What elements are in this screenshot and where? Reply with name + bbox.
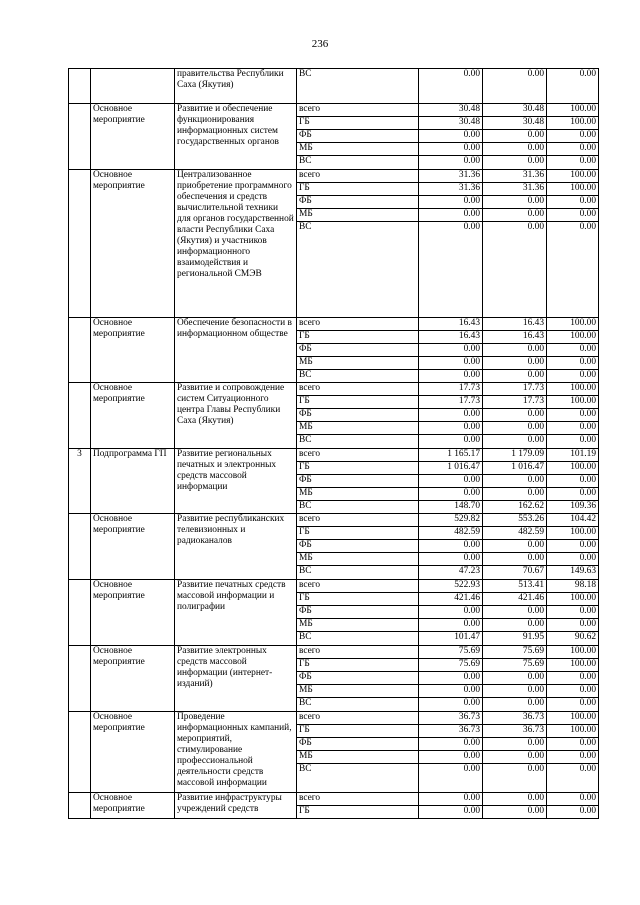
- source-cell: МБ: [297, 685, 419, 698]
- percent-cell: 0.00: [547, 357, 599, 370]
- fact-cell: 0.00: [483, 370, 547, 383]
- percent-cell: 100.00: [547, 396, 599, 409]
- item-type-cell: Основное мероприятие: [91, 383, 175, 449]
- item-type-cell: [91, 69, 175, 104]
- plan-cell: 30.48: [419, 117, 483, 130]
- source-cell: ВС: [297, 435, 419, 449]
- percent-cell: 0.00: [547, 370, 599, 383]
- item-name-cell: Развитие и обеспечение функционирования информационных систем государственных органов: [175, 104, 297, 170]
- plan-cell: 482.59: [419, 527, 483, 540]
- percent-cell: 0.00: [547, 475, 599, 488]
- source-cell: МБ: [297, 619, 419, 632]
- item-name-cell: Обеспечение безопасности в информационном обществе: [175, 318, 297, 383]
- table-row: [69, 793, 599, 806]
- source-cell: ВС: [297, 632, 419, 646]
- fact-cell: 0.00: [483, 553, 547, 566]
- source-cell: всего: [297, 793, 419, 806]
- table-row: [69, 69, 599, 104]
- source-cell: всего: [297, 318, 419, 331]
- source-cell: всего: [297, 104, 419, 117]
- fact-cell: 482.59: [483, 527, 547, 540]
- source-cell: ГБ: [297, 396, 419, 409]
- percent-cell: 0.00: [547, 222, 599, 318]
- percent-cell: 149.63: [547, 566, 599, 580]
- fact-cell: 0.00: [483, 806, 547, 819]
- plan-cell: 75.69: [419, 646, 483, 659]
- percent-cell: 100.00: [547, 527, 599, 540]
- percent-cell: 90.62: [547, 632, 599, 646]
- fact-cell: 75.69: [483, 646, 547, 659]
- source-cell: всего: [297, 383, 419, 396]
- item-name-cell: Развитие региональных печатных и электронных средств массовой информации: [175, 449, 297, 514]
- item-type-cell: Основное мероприятие: [91, 646, 175, 712]
- fact-cell: 162.62: [483, 501, 547, 514]
- percent-cell: 0.00: [547, 156, 599, 170]
- item-type-cell: Основное мероприятие: [91, 712, 175, 793]
- source-cell: МБ: [297, 751, 419, 764]
- plan-cell: 0.00: [419, 357, 483, 370]
- source-cell: ФБ: [297, 130, 419, 143]
- fact-cell: 16.43: [483, 318, 547, 331]
- source-cell: МБ: [297, 488, 419, 501]
- percent-cell: 0.00: [547, 698, 599, 712]
- table-row: [69, 383, 599, 396]
- source-cell: ФБ: [297, 409, 419, 422]
- plan-cell: 0.00: [419, 69, 483, 104]
- source-cell: ФБ: [297, 540, 419, 553]
- source-cell: ФБ: [297, 606, 419, 619]
- fact-cell: 1 016.47: [483, 462, 547, 475]
- percent-cell: 0.00: [547, 619, 599, 632]
- source-cell: МБ: [297, 357, 419, 370]
- budget-table: [68, 68, 599, 819]
- source-cell: всего: [297, 449, 419, 462]
- source-cell: всего: [297, 514, 419, 527]
- plan-cell: 0.00: [419, 606, 483, 619]
- fact-cell: 0.00: [483, 143, 547, 156]
- item-type-cell: Основное мероприятие: [91, 514, 175, 580]
- plan-cell: 47.23: [419, 566, 483, 580]
- fact-cell: 0.00: [483, 475, 547, 488]
- source-cell: МБ: [297, 422, 419, 435]
- percent-cell: 0.00: [547, 553, 599, 566]
- fact-cell: 0.00: [483, 606, 547, 619]
- item-name-cell: Развитие печатных средств массовой информации и полиграфии: [175, 580, 297, 646]
- source-cell: ГБ: [297, 659, 419, 672]
- plan-cell: 75.69: [419, 659, 483, 672]
- percent-cell: 0.00: [547, 540, 599, 553]
- fact-cell: 0.00: [483, 793, 547, 806]
- fact-cell: 0.00: [483, 672, 547, 685]
- plan-cell: 17.73: [419, 396, 483, 409]
- percent-cell: 0.00: [547, 344, 599, 357]
- source-cell: МБ: [297, 209, 419, 222]
- plan-cell: 0.00: [419, 209, 483, 222]
- plan-cell: 101.47: [419, 632, 483, 646]
- percent-cell: 100.00: [547, 646, 599, 659]
- percent-cell: 100.00: [547, 659, 599, 672]
- percent-cell: 98.18: [547, 580, 599, 593]
- page-number: 236: [311, 38, 329, 50]
- source-cell: всего: [297, 646, 419, 659]
- percent-cell: 0.00: [547, 672, 599, 685]
- row-number-cell: [69, 793, 91, 819]
- percent-cell: 0.00: [547, 806, 599, 819]
- item-name-cell: правительства Республики Саха (Якутия): [175, 69, 297, 104]
- item-type-cell: Подпрограмма ГП: [91, 449, 175, 514]
- source-cell: ГБ: [297, 527, 419, 540]
- item-type-cell: Основное мероприятие: [91, 170, 175, 318]
- plan-cell: 0.00: [419, 540, 483, 553]
- plan-cell: 0.00: [419, 553, 483, 566]
- plan-cell: 30.48: [419, 104, 483, 117]
- row-number-cell: [69, 514, 91, 580]
- percent-cell: 0.00: [547, 793, 599, 806]
- percent-cell: 100.00: [547, 712, 599, 725]
- item-type-cell: Основное мероприятие: [91, 580, 175, 646]
- source-cell: ВС: [297, 501, 419, 514]
- row-number-cell: [69, 318, 91, 383]
- percent-cell: 0.00: [547, 143, 599, 156]
- table-row: [69, 104, 599, 117]
- table-row: [69, 449, 599, 462]
- percent-cell: 0.00: [547, 130, 599, 143]
- item-type-cell: Основное мероприятие: [91, 104, 175, 170]
- table-row: [69, 318, 599, 331]
- fact-cell: 0.00: [483, 540, 547, 553]
- source-cell: ГБ: [297, 806, 419, 819]
- plan-cell: 31.36: [419, 170, 483, 183]
- fact-cell: 17.73: [483, 396, 547, 409]
- fact-cell: 1 179.09: [483, 449, 547, 462]
- source-cell: ВС: [297, 370, 419, 383]
- plan-cell: 0.00: [419, 738, 483, 751]
- table-row: [69, 580, 599, 593]
- source-cell: ГБ: [297, 331, 419, 344]
- plan-cell: 0.00: [419, 764, 483, 793]
- plan-cell: 0.00: [419, 488, 483, 501]
- source-cell: МБ: [297, 553, 419, 566]
- fact-cell: 0.00: [483, 344, 547, 357]
- percent-cell: 100.00: [547, 117, 599, 130]
- item-name-cell: Проведение информационных кампаний, мероприятий, стимулирование профессиональной деятельности средств массовой информации: [175, 712, 297, 793]
- percent-cell: 0.00: [547, 435, 599, 449]
- fact-cell: 0.00: [483, 357, 547, 370]
- fact-cell: 0.00: [483, 222, 547, 318]
- fact-cell: 0.00: [483, 738, 547, 751]
- source-cell: ВС: [297, 156, 419, 170]
- source-cell: ВС: [297, 698, 419, 712]
- plan-cell: 16.43: [419, 318, 483, 331]
- percent-cell: 100.00: [547, 593, 599, 606]
- fact-cell: 553.26: [483, 514, 547, 527]
- fact-cell: 0.00: [483, 488, 547, 501]
- plan-cell: 36.73: [419, 712, 483, 725]
- plan-cell: 0.00: [419, 196, 483, 209]
- fact-cell: 0.00: [483, 209, 547, 222]
- source-cell: ФБ: [297, 344, 419, 357]
- fact-cell: 30.48: [483, 117, 547, 130]
- percent-cell: 101.19: [547, 449, 599, 462]
- source-cell: ФБ: [297, 475, 419, 488]
- plan-cell: 0.00: [419, 370, 483, 383]
- source-cell: всего: [297, 712, 419, 725]
- source-cell: ФБ: [297, 738, 419, 751]
- item-name-cell: Развитие инфраструктуры учреждений средств: [175, 793, 297, 819]
- fact-cell: 17.73: [483, 383, 547, 396]
- table-row: [69, 514, 599, 527]
- fact-cell: 0.00: [483, 751, 547, 764]
- percent-cell: 100.00: [547, 725, 599, 738]
- source-cell: ВС: [297, 222, 419, 318]
- fact-cell: 70.67: [483, 566, 547, 580]
- percent-cell: 0.00: [547, 738, 599, 751]
- plan-cell: 0.00: [419, 475, 483, 488]
- plan-cell: 0.00: [419, 698, 483, 712]
- source-cell: ВС: [297, 566, 419, 580]
- percent-cell: 0.00: [547, 69, 599, 104]
- percent-cell: 0.00: [547, 488, 599, 501]
- plan-cell: 529.82: [419, 514, 483, 527]
- source-cell: ГБ: [297, 183, 419, 196]
- percent-cell: 0.00: [547, 764, 599, 793]
- percent-cell: 100.00: [547, 170, 599, 183]
- plan-cell: 0.00: [419, 409, 483, 422]
- row-number-cell: [69, 712, 91, 793]
- source-cell: ВС: [297, 764, 419, 793]
- fact-cell: 0.00: [483, 196, 547, 209]
- plan-cell: 0.00: [419, 130, 483, 143]
- plan-cell: 0.00: [419, 422, 483, 435]
- plan-cell: 0.00: [419, 435, 483, 449]
- plan-cell: 148.70: [419, 501, 483, 514]
- percent-cell: 100.00: [547, 462, 599, 475]
- item-type-cell: Основное мероприятие: [91, 793, 175, 819]
- item-type-cell: Основное мероприятие: [91, 318, 175, 383]
- fact-cell: 0.00: [483, 698, 547, 712]
- table-row: [69, 170, 599, 183]
- fact-cell: 75.69: [483, 659, 547, 672]
- fact-cell: 0.00: [483, 69, 547, 104]
- fact-cell: 0.00: [483, 764, 547, 793]
- percent-cell: 104.42: [547, 514, 599, 527]
- plan-cell: 0.00: [419, 344, 483, 357]
- fact-cell: 421.46: [483, 593, 547, 606]
- plan-cell: 0.00: [419, 751, 483, 764]
- plan-cell: 0.00: [419, 222, 483, 318]
- row-number-cell: 3: [69, 449, 91, 514]
- percent-cell: 0.00: [547, 751, 599, 764]
- fact-cell: 0.00: [483, 130, 547, 143]
- fact-cell: 91.95: [483, 632, 547, 646]
- percent-cell: 109.36: [547, 501, 599, 514]
- percent-cell: 100.00: [547, 104, 599, 117]
- item-name-cell: Развитие республиканских телевизионных и радиоканалов: [175, 514, 297, 580]
- percent-cell: 100.00: [547, 318, 599, 331]
- fact-cell: 0.00: [483, 409, 547, 422]
- plan-cell: 1 016.47: [419, 462, 483, 475]
- fact-cell: 31.36: [483, 183, 547, 196]
- source-cell: ГБ: [297, 117, 419, 130]
- source-cell: всего: [297, 580, 419, 593]
- plan-cell: 1 165.17: [419, 449, 483, 462]
- source-cell: ФБ: [297, 196, 419, 209]
- percent-cell: 0.00: [547, 196, 599, 209]
- percent-cell: 100.00: [547, 331, 599, 344]
- percent-cell: 0.00: [547, 209, 599, 222]
- percent-cell: 0.00: [547, 606, 599, 619]
- plan-cell: 0.00: [419, 143, 483, 156]
- fact-cell: 0.00: [483, 619, 547, 632]
- plan-cell: 17.73: [419, 383, 483, 396]
- row-number-cell: [69, 383, 91, 449]
- plan-cell: 0.00: [419, 156, 483, 170]
- plan-cell: 36.73: [419, 725, 483, 738]
- plan-cell: 16.43: [419, 331, 483, 344]
- plan-cell: 421.46: [419, 593, 483, 606]
- fact-cell: 0.00: [483, 685, 547, 698]
- percent-cell: 0.00: [547, 409, 599, 422]
- table-row: [69, 712, 599, 725]
- row-number-cell: [69, 104, 91, 170]
- fact-cell: 31.36: [483, 170, 547, 183]
- fact-cell: 513.41: [483, 580, 547, 593]
- fact-cell: 30.48: [483, 104, 547, 117]
- percent-cell: 0.00: [547, 422, 599, 435]
- source-cell: ГБ: [297, 593, 419, 606]
- item-name-cell: Развитие электронных средств массовой информации (интернет-изданий): [175, 646, 297, 712]
- plan-cell: 0.00: [419, 672, 483, 685]
- plan-cell: 0.00: [419, 619, 483, 632]
- source-cell: ГБ: [297, 462, 419, 475]
- source-cell: ГБ: [297, 725, 419, 738]
- row-number-cell: [69, 646, 91, 712]
- percent-cell: 100.00: [547, 183, 599, 196]
- plan-cell: 522.93: [419, 580, 483, 593]
- fact-cell: 0.00: [483, 422, 547, 435]
- item-name-cell: Централизованное приобретение программного обеспечения и средств вычислительной техники для органов государственной власти Республики Саха (Якутия) и участников информационного взаимодействия и региональной СМЭВ: [175, 170, 297, 318]
- plan-cell: 31.36: [419, 183, 483, 196]
- plan-cell: 0.00: [419, 793, 483, 806]
- source-cell: ВС: [297, 69, 419, 104]
- plan-cell: 0.00: [419, 806, 483, 819]
- fact-cell: 36.73: [483, 725, 547, 738]
- source-cell: всего: [297, 170, 419, 183]
- percent-cell: 0.00: [547, 685, 599, 698]
- row-number-cell: [69, 170, 91, 318]
- plan-cell: 0.00: [419, 685, 483, 698]
- fact-cell: 0.00: [483, 435, 547, 449]
- source-cell: МБ: [297, 143, 419, 156]
- fact-cell: 36.73: [483, 712, 547, 725]
- table-row: [69, 646, 599, 659]
- fact-cell: 16.43: [483, 331, 547, 344]
- item-name-cell: Развитие и сопровождение систем Ситуационного центра Главы Республики Саха (Якутия): [175, 383, 297, 449]
- percent-cell: 100.00: [547, 383, 599, 396]
- fact-cell: 0.00: [483, 156, 547, 170]
- row-number-cell: [69, 580, 91, 646]
- source-cell: ФБ: [297, 672, 419, 685]
- row-number-cell: [69, 69, 91, 104]
